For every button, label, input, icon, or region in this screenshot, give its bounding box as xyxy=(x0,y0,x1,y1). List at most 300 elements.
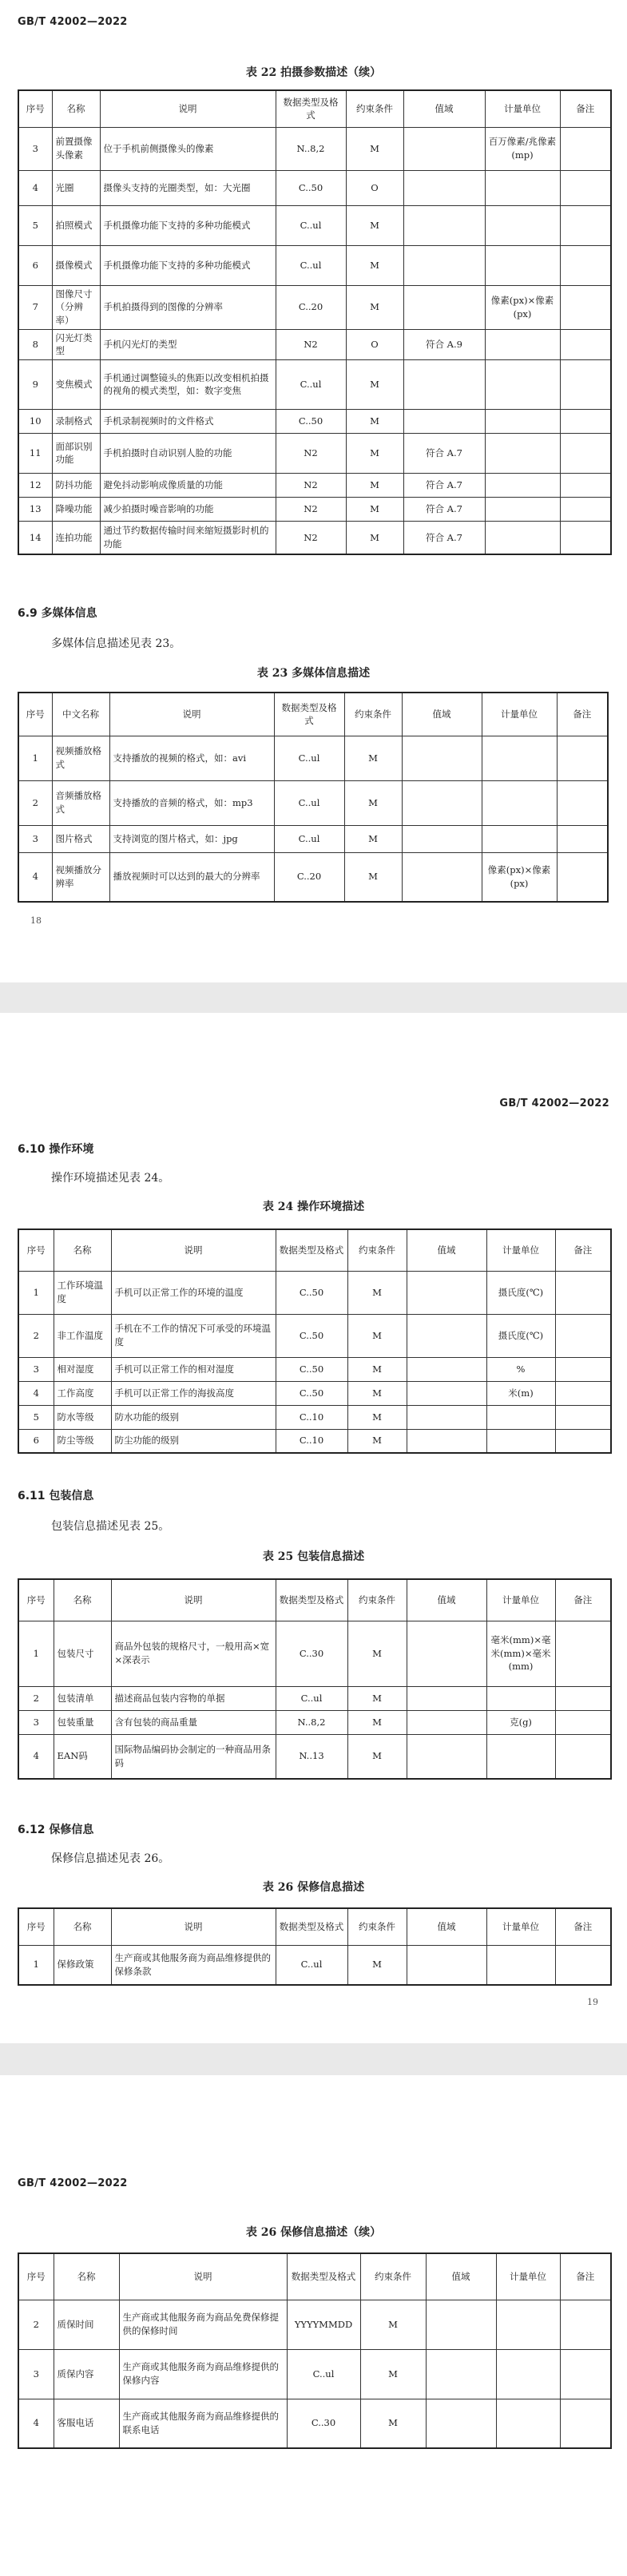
section-6-9-heading: 6.9 多媒体信息 xyxy=(18,607,97,620)
cell-remark xyxy=(560,497,611,521)
cell-remark xyxy=(560,329,611,359)
cell-data-type: C..ul xyxy=(276,1945,347,1985)
cell-constraint: O xyxy=(346,329,403,359)
cell-data-type: C..10 xyxy=(276,1405,347,1429)
column-header-remark: 备注 xyxy=(555,1229,611,1271)
cell-value-range: 符合 A.7 xyxy=(403,473,485,497)
cell-name: 闪光灯类型 xyxy=(52,329,100,359)
table-26-continued-title: 表 26 保修信息描述（续） xyxy=(245,2226,382,2239)
cell-unit xyxy=(486,1686,555,1710)
column-header-unit: 计量单位 xyxy=(486,1579,555,1621)
cell-data-type: N2 xyxy=(276,521,346,554)
cell-value-range xyxy=(407,1734,486,1779)
column-header-description: 说明 xyxy=(111,1579,276,1621)
cell-value-range xyxy=(402,780,482,825)
cell-value-range xyxy=(407,1686,486,1710)
cell-unit xyxy=(485,359,560,409)
section-6-11-intro: 包装信息描述见表 25。 xyxy=(51,1520,170,1533)
cell-unit xyxy=(485,329,560,359)
cell-description: 商品外包装的规格尺寸，一般用高×宽×深表示 xyxy=(111,1621,276,1686)
cell-unit xyxy=(485,170,560,205)
cell-value-range xyxy=(407,1621,486,1686)
column-header-name: 名称 xyxy=(54,1908,111,1945)
table-row xyxy=(18,852,608,902)
cell-remark xyxy=(560,359,611,409)
cell-data-type: C..ul xyxy=(274,780,344,825)
cell-value-range xyxy=(402,852,482,902)
table-row xyxy=(18,359,611,409)
page-number: 18 xyxy=(30,915,42,926)
cell-description: 手机摄像功能下支持的多种功能模式 xyxy=(100,205,276,245)
column-header-name: 名称 xyxy=(52,90,100,127)
cell-name: 视频播放格式 xyxy=(52,736,109,780)
cell-value-range xyxy=(403,409,485,433)
cell-data-type: C..10 xyxy=(276,1429,347,1453)
cell-data-type: C..20 xyxy=(274,852,344,902)
document-page-1 xyxy=(0,0,627,982)
column-header-value-range: 值域 xyxy=(402,693,482,736)
cell-description: 支持浏览的图片格式，如：jpg xyxy=(109,825,274,852)
cell-remark xyxy=(555,1429,611,1453)
cell-remark xyxy=(555,1710,611,1734)
cell-seq: 13 xyxy=(18,497,52,521)
cell-constraint: M xyxy=(347,1734,407,1779)
cell-data-type: C..50 xyxy=(276,1271,347,1314)
cell-data-type: C..50 xyxy=(276,409,346,433)
cell-remark xyxy=(557,736,608,780)
cell-value-range xyxy=(407,1710,486,1734)
cell-name: 变焦模式 xyxy=(52,359,100,409)
cell-seq: 4 xyxy=(18,1381,54,1405)
column-header-data-type: 数据类型及格式 xyxy=(274,693,344,736)
table-row xyxy=(18,473,611,497)
cell-remark xyxy=(557,852,608,902)
table-header-row xyxy=(18,2253,611,2300)
column-header-constraint: 约束条件 xyxy=(347,1229,407,1271)
cell-seq: 1 xyxy=(18,1621,54,1686)
table-row xyxy=(18,2349,611,2399)
cell-unit: 克(g) xyxy=(486,1710,555,1734)
cell-name: 包装尺寸 xyxy=(54,1621,111,1686)
cell-constraint: M xyxy=(346,521,403,554)
cell-name: 光圈 xyxy=(52,170,100,205)
table-row xyxy=(18,1314,611,1357)
table-25 xyxy=(18,1578,612,1780)
cell-remark xyxy=(557,780,608,825)
cell-constraint: M xyxy=(344,736,402,780)
cell-seq: 3 xyxy=(18,1357,54,1381)
cell-data-type: C..ul xyxy=(274,825,344,852)
cell-seq: 6 xyxy=(18,245,52,285)
cell-name: EAN码 xyxy=(54,1734,111,1779)
cell-description: 手机在不工作的情况下可承受的环境温度 xyxy=(111,1314,276,1357)
cell-value-range xyxy=(403,170,485,205)
cell-name: 非工作温度 xyxy=(54,1314,111,1357)
page-number: 19 xyxy=(587,1997,598,2007)
column-header-name: 中文名称 xyxy=(52,693,109,736)
cell-data-type: C..ul xyxy=(276,245,346,285)
cell-data-type: C..ul xyxy=(276,205,346,245)
column-header-seq: 序号 xyxy=(18,1908,54,1945)
cell-value-range xyxy=(402,825,482,852)
cell-seq: 2 xyxy=(18,2300,54,2349)
cell-name: 图片格式 xyxy=(52,825,109,852)
column-header-seq: 序号 xyxy=(18,2253,54,2300)
column-header-remark: 备注 xyxy=(560,90,611,127)
section-6-12-intro: 保修信息描述见表 26。 xyxy=(51,1852,170,1865)
table-row xyxy=(18,1429,611,1453)
cell-unit xyxy=(496,2349,560,2399)
cell-seq: 3 xyxy=(18,825,52,852)
cell-seq: 9 xyxy=(18,359,52,409)
cell-description: 手机拍摄得到的图像的分辨率 xyxy=(100,285,276,329)
cell-seq: 2 xyxy=(18,1314,54,1357)
column-header-name: 名称 xyxy=(54,2253,119,2300)
cell-constraint: M xyxy=(347,1429,407,1453)
cell-value-range xyxy=(407,1314,486,1357)
column-header-data-type: 数据类型及格式 xyxy=(276,1908,347,1945)
cell-unit: 毫米(mm)×毫米(mm)×毫米(mm) xyxy=(486,1621,555,1686)
column-header-unit: 计量单位 xyxy=(486,1908,555,1945)
column-header-value-range: 值域 xyxy=(407,1229,486,1271)
cell-constraint: M xyxy=(346,127,403,170)
cell-data-type: C..30 xyxy=(287,2399,360,2448)
cell-unit: 像素(px)×像素(px) xyxy=(482,852,557,902)
table-22 xyxy=(18,89,612,555)
cell-remark xyxy=(555,1734,611,1779)
cell-data-type: C..20 xyxy=(276,285,346,329)
table-row xyxy=(18,170,611,205)
cell-name: 拍照模式 xyxy=(52,205,100,245)
table-22-title: 表 22 拍摄参数描述（续） xyxy=(245,66,382,79)
cell-description: 手机可以正常工作的环境的温度 xyxy=(111,1271,276,1314)
cell-description: 手机摄像功能下支持的多种功能模式 xyxy=(100,245,276,285)
table-row xyxy=(18,1710,611,1734)
cell-data-type: C..ul xyxy=(276,1686,347,1710)
cell-remark xyxy=(555,1271,611,1314)
column-header-value-range: 值域 xyxy=(403,90,485,127)
column-header-data-type: 数据类型及格式 xyxy=(276,1579,347,1621)
cell-seq: 2 xyxy=(18,780,52,825)
cell-description: 生产商或其他服务商为商品免费保修提供的保修时间 xyxy=(119,2300,287,2349)
column-header-remark: 备注 xyxy=(557,693,608,736)
cell-unit xyxy=(486,1429,555,1453)
cell-description: 手机可以正常工作的相对湿度 xyxy=(111,1357,276,1381)
page-header-standard-code: GB/T 42002—2022 xyxy=(18,16,128,28)
cell-description: 国际物品编码协会制定的一种商品用条码 xyxy=(111,1734,276,1779)
cell-unit xyxy=(486,1405,555,1429)
cell-unit xyxy=(485,433,560,473)
cell-constraint: M xyxy=(346,497,403,521)
cell-data-type: C..ul xyxy=(287,2349,360,2399)
cell-name: 面部识别功能 xyxy=(52,433,100,473)
column-header-description: 说明 xyxy=(111,1908,276,1945)
cell-constraint: M xyxy=(346,409,403,433)
table-row xyxy=(18,1686,611,1710)
page-header-standard-code: GB/T 42002—2022 xyxy=(18,2177,128,2189)
cell-constraint: M xyxy=(347,1405,407,1429)
cell-data-type: N..8,2 xyxy=(276,1710,347,1734)
cell-remark xyxy=(555,1621,611,1686)
cell-constraint: M xyxy=(346,245,403,285)
cell-data-type: C..50 xyxy=(276,170,346,205)
cell-seq: 3 xyxy=(18,2349,54,2399)
cell-name: 音频播放格式 xyxy=(52,780,109,825)
cell-constraint: M xyxy=(344,780,402,825)
table-row xyxy=(18,497,611,521)
cell-name: 连拍功能 xyxy=(52,521,100,554)
cell-unit xyxy=(482,780,557,825)
cell-value-range xyxy=(407,1357,486,1381)
cell-description: 手机通过调整镜头的焦距以改变相机拍摄的视角的模式类型，如：数字变焦 xyxy=(100,359,276,409)
table-24 xyxy=(18,1228,612,1454)
table-header-row xyxy=(18,1229,611,1271)
column-header-constraint: 约束条件 xyxy=(347,1579,407,1621)
cell-name: 防尘等级 xyxy=(54,1429,111,1453)
section-6-9-intro: 多媒体信息描述见表 23。 xyxy=(51,637,181,650)
cell-constraint: M xyxy=(344,825,402,852)
cell-unit: 摄氏度(℃) xyxy=(486,1314,555,1357)
cell-description: 支持播放的音频的格式，如：mp3 xyxy=(109,780,274,825)
cell-description: 播放视频时可以达到的最大的分辨率 xyxy=(109,852,274,902)
table-row xyxy=(18,1381,611,1405)
cell-description: 防水功能的级别 xyxy=(111,1405,276,1429)
column-header-constraint: 约束条件 xyxy=(346,90,403,127)
cell-remark xyxy=(560,205,611,245)
cell-constraint: M xyxy=(347,1686,407,1710)
cell-remark xyxy=(560,409,611,433)
cell-name: 客服电话 xyxy=(54,2399,119,2448)
cell-seq: 2 xyxy=(18,1686,54,1710)
cell-name: 包装清单 xyxy=(54,1686,111,1710)
table-row xyxy=(18,245,611,285)
cell-unit xyxy=(485,205,560,245)
table-row xyxy=(18,127,611,170)
cell-seq: 7 xyxy=(18,285,52,329)
table-row xyxy=(18,1357,611,1381)
cell-description: 通过节约数据传输时间来缩短摄影时机的功能 xyxy=(100,521,276,554)
cell-value-range xyxy=(407,1271,486,1314)
cell-remark xyxy=(560,521,611,554)
cell-name: 工作环境温度 xyxy=(54,1271,111,1314)
cell-data-type: N2 xyxy=(276,329,346,359)
cell-remark xyxy=(560,2300,611,2349)
cell-seq: 10 xyxy=(18,409,52,433)
cell-data-type: C..50 xyxy=(276,1381,347,1405)
cell-name: 包装重量 xyxy=(54,1710,111,1734)
cell-name: 前置摄像头像素 xyxy=(52,127,100,170)
cell-name: 录制格式 xyxy=(52,409,100,433)
cell-remark xyxy=(555,1357,611,1381)
cell-description: 避免抖动影响成像质量的功能 xyxy=(100,473,276,497)
cell-constraint: M xyxy=(347,1357,407,1381)
cell-description: 生产商或其他服务商为商品维修提供的保修条款 xyxy=(111,1945,276,1985)
column-header-seq: 序号 xyxy=(18,1229,54,1271)
cell-unit xyxy=(496,2300,560,2349)
cell-unit: 百万像素/兆像素(mp) xyxy=(485,127,560,170)
cell-remark xyxy=(555,1381,611,1405)
cell-unit: 摄氏度(℃) xyxy=(486,1271,555,1314)
cell-constraint: O xyxy=(346,170,403,205)
table-header-row xyxy=(18,693,608,736)
cell-constraint: M xyxy=(344,852,402,902)
cell-seq: 4 xyxy=(18,852,52,902)
cell-description: 手机拍摄时自动识别人脸的功能 xyxy=(100,433,276,473)
cell-unit xyxy=(485,409,560,433)
cell-description: 防尘功能的级别 xyxy=(111,1429,276,1453)
cell-seq: 11 xyxy=(18,433,52,473)
cell-unit: % xyxy=(486,1357,555,1381)
cell-value-range xyxy=(407,1405,486,1429)
cell-value-range xyxy=(407,1381,486,1405)
table-row xyxy=(18,1734,611,1779)
cell-constraint: M xyxy=(347,1945,407,1985)
cell-name: 视频播放分辨率 xyxy=(52,852,109,902)
cell-data-type: N2 xyxy=(276,433,346,473)
cell-seq: 1 xyxy=(18,1945,54,1985)
column-header-description: 说明 xyxy=(109,693,274,736)
cell-description: 摄像头支持的光圈类型，如：大光圈 xyxy=(100,170,276,205)
cell-constraint: M xyxy=(360,2399,426,2448)
cell-name: 工作高度 xyxy=(54,1381,111,1405)
cell-unit xyxy=(485,521,560,554)
table-23 xyxy=(18,692,609,903)
cell-constraint: M xyxy=(346,433,403,473)
cell-unit xyxy=(485,497,560,521)
cell-description: 手机闪光灯的类型 xyxy=(100,329,276,359)
column-header-value-range: 值域 xyxy=(407,1579,486,1621)
cell-data-type: N..8,2 xyxy=(276,127,346,170)
column-header-remark: 备注 xyxy=(560,2253,611,2300)
table-row xyxy=(18,205,611,245)
cell-seq: 5 xyxy=(18,205,52,245)
column-header-unit: 计量单位 xyxy=(496,2253,560,2300)
column-header-description: 说明 xyxy=(111,1229,276,1271)
table-26-continued xyxy=(18,2253,612,2449)
table-24-title: 表 24 操作环境描述 xyxy=(262,1201,365,1213)
cell-remark xyxy=(555,1945,611,1985)
column-header-data-type: 数据类型及格式 xyxy=(287,2253,360,2300)
cell-seq: 3 xyxy=(18,1710,54,1734)
cell-unit xyxy=(496,2399,560,2448)
section-6-11-heading: 6.11 包装信息 xyxy=(18,1490,94,1502)
cell-description: 生产商或其他服务商为商品维修提供的保修内容 xyxy=(119,2349,287,2399)
cell-seq: 6 xyxy=(18,1429,54,1453)
table-row xyxy=(18,433,611,473)
cell-value-range xyxy=(426,2300,496,2349)
cell-name: 摄像模式 xyxy=(52,245,100,285)
cell-seq: 1 xyxy=(18,736,52,780)
column-header-description: 说明 xyxy=(100,90,276,127)
section-6-10-heading: 6.10 操作环境 xyxy=(18,1143,94,1156)
cell-constraint: M xyxy=(347,1621,407,1686)
cell-seq: 12 xyxy=(18,473,52,497)
table-26-title: 表 26 保修信息描述 xyxy=(262,1881,365,1894)
column-header-data-type: 数据类型及格式 xyxy=(276,90,346,127)
table-row xyxy=(18,2300,611,2349)
cell-remark xyxy=(560,2349,611,2399)
table-row xyxy=(18,521,611,554)
cell-value-range xyxy=(403,205,485,245)
cell-unit: 像素(px)×像素(px) xyxy=(485,285,560,329)
column-header-seq: 序号 xyxy=(18,1579,54,1621)
document-page-3 xyxy=(0,2075,627,2576)
cell-data-type: N2 xyxy=(276,497,346,521)
cell-value-range xyxy=(403,359,485,409)
column-header-unit: 计量单位 xyxy=(486,1229,555,1271)
table-row xyxy=(18,780,608,825)
column-header-constraint: 约束条件 xyxy=(347,1908,407,1945)
page-header-standard-code: GB/T 42002—2022 xyxy=(499,1097,609,1109)
cell-name: 防抖功能 xyxy=(52,473,100,497)
cell-name: 保修政策 xyxy=(54,1945,111,1985)
table-row xyxy=(18,1405,611,1429)
cell-unit xyxy=(485,473,560,497)
cell-data-type: N..13 xyxy=(276,1734,347,1779)
cell-description: 生产商或其他服务商为商品维修提供的联系电话 xyxy=(119,2399,287,2448)
column-header-unit: 计量单位 xyxy=(482,693,557,736)
cell-data-type: C..30 xyxy=(276,1621,347,1686)
column-header-name: 名称 xyxy=(54,1579,111,1621)
cell-seq: 5 xyxy=(18,1405,54,1429)
cell-remark xyxy=(560,433,611,473)
cell-constraint: M xyxy=(347,1710,407,1734)
table-row xyxy=(18,1621,611,1686)
cell-seq: 8 xyxy=(18,329,52,359)
cell-description: 位于手机前侧摄像头的像素 xyxy=(100,127,276,170)
table-header-row xyxy=(18,1908,611,1945)
cell-value-range xyxy=(403,245,485,285)
cell-name: 降噪功能 xyxy=(52,497,100,521)
cell-description: 描述商品包装内容物的单据 xyxy=(111,1686,276,1710)
cell-remark xyxy=(560,2399,611,2448)
cell-data-type: C..50 xyxy=(276,1357,347,1381)
cell-unit xyxy=(485,245,560,285)
cell-unit xyxy=(486,1945,555,1985)
document-page-2 xyxy=(0,1013,627,2043)
table-row xyxy=(18,285,611,329)
cell-remark xyxy=(555,1405,611,1429)
cell-seq: 14 xyxy=(18,521,52,554)
cell-value-range xyxy=(407,1945,486,1985)
cell-constraint: M xyxy=(347,1314,407,1357)
cell-constraint: M xyxy=(346,285,403,329)
table-header-row xyxy=(18,90,611,127)
cell-remark xyxy=(560,127,611,170)
cell-remark xyxy=(560,170,611,205)
column-header-seq: 序号 xyxy=(18,693,52,736)
cell-data-type: N2 xyxy=(276,473,346,497)
cell-name: 防水等级 xyxy=(54,1405,111,1429)
cell-seq: 4 xyxy=(18,170,52,205)
column-header-value-range: 值域 xyxy=(426,2253,496,2300)
table-row xyxy=(18,1271,611,1314)
cell-seq: 4 xyxy=(18,1734,54,1779)
cell-seq: 4 xyxy=(18,2399,54,2448)
cell-value-range: 符合 A.7 xyxy=(403,497,485,521)
cell-description: 手机录制视频时的文件格式 xyxy=(100,409,276,433)
cell-value-range xyxy=(426,2349,496,2399)
cell-description: 含有包装的商品重量 xyxy=(111,1710,276,1734)
cell-unit xyxy=(486,1734,555,1779)
table-23-title: 表 23 多媒体信息描述 xyxy=(256,667,371,680)
cell-value-range: 符合 A.7 xyxy=(403,521,485,554)
table-row xyxy=(18,329,611,359)
column-header-remark: 备注 xyxy=(555,1908,611,1945)
cell-value-range xyxy=(407,1429,486,1453)
table-row xyxy=(18,736,608,780)
cell-unit xyxy=(482,825,557,852)
